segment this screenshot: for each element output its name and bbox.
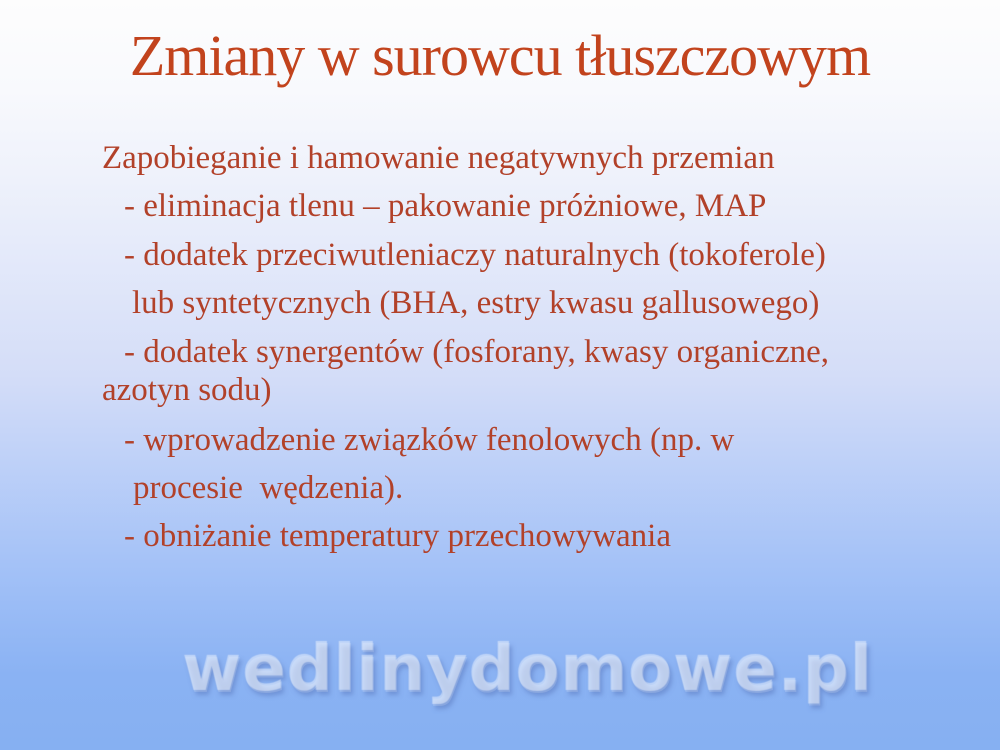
body-line-bullet-4: - wprowadzenie związków fenolowych (np. w — [124, 422, 735, 458]
watermark-wedlinydomowe: wedlinydomowe.pl — [183, 634, 874, 708]
slide-title: Zmiany w surowcu tłuszczowym — [129, 23, 871, 88]
body-line-bullet-4-continuation: procesie wędzenia). — [133, 470, 404, 506]
body-line-bullet-1: - eliminacja tlenu – pakowanie próżniowe, MAP — [124, 188, 767, 224]
body-line-bullet-5: - obniżanie temperatury przechowywania — [124, 518, 671, 554]
body-line-bullet-2: - dodatek przeciwutleniaczy naturalnych (tokoferole) — [124, 237, 826, 273]
body-line-bullet-2-continuation: lub syntetycznych (BHA, estry kwasu gallusowego) — [132, 285, 820, 321]
body-line-intro: Zapobieganie i hamowanie negatywnych przemian — [102, 140, 775, 176]
body-line-bullet-3: - dodatek synergentów (fosforany, kwasy organiczne, — [124, 334, 830, 370]
body-line-bullet-3-continuation: azotyn sodu) — [102, 372, 272, 408]
